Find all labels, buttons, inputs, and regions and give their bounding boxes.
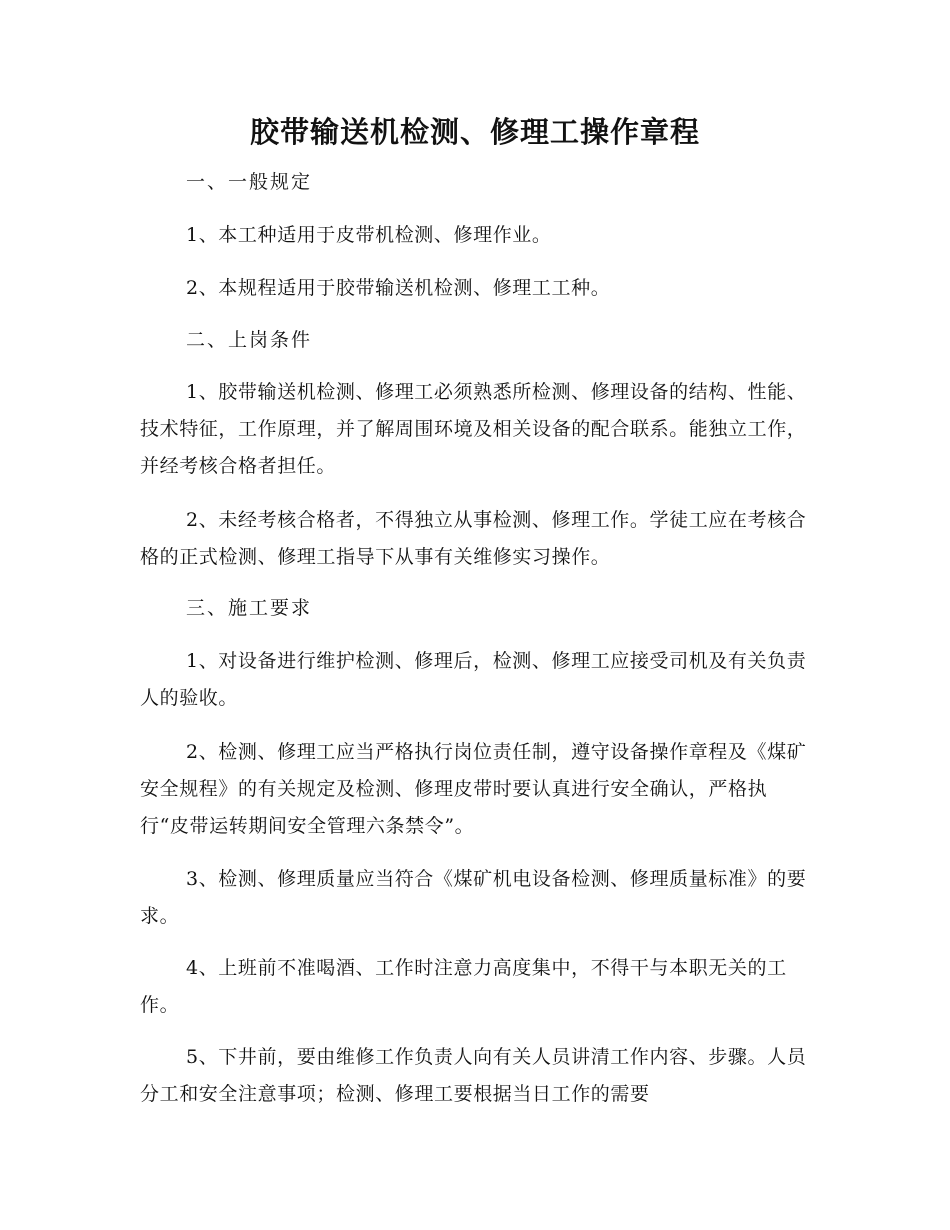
section-heading-qualification: 二、上岗条件 (186, 329, 313, 351)
paragraph: 2、检测、修理工应当严格执行岗位责任制，遵守设备操作章程及《煤矿安全规程》的有关规定及检测、修理皮带时要认真进行安全确认，严格执行“皮带运转期间安全管理六条禁令”。 (140, 741, 807, 837)
paragraph: 2、本规程适用于胶带输送机检测、修理工工种。 (186, 277, 611, 299)
paragraph: 5、下井前，要由维修工作负责人向有关人员讲清工作内容、步骤。人员分工和安全注意事项；检测、修理工要根据当日工作的需要 (140, 1046, 807, 1105)
paragraph: 2、未经考核合格者，不得独立从事检测、修理工作。学徒工应在考核合格的正式检测、修理工指导下从事有关维修实习操作。 (140, 509, 807, 568)
section-heading-requirements: 三、施工要求 (186, 597, 313, 619)
document-title: 胶带输送机检测、修理工操作章程 (249, 115, 700, 149)
paragraph: 1、胶带输送机检测、修理工必须熟悉所检测、修理设备的结构、性能、技术特征，工作原理，并了解周围环境及相关设备的配合联系。能独立工作，并经考核合格者担任。 (140, 381, 807, 477)
paragraph: 3、检测、修理质量应当符合《煤矿机电设备检测、修理质量标准》的要求。 (140, 868, 807, 927)
paragraph: 4、上班前不准喝酒、工作时注意力高度集中，不得干与本职无关的工作。 (140, 957, 787, 1016)
section-heading-general: 一、一般规定 (186, 171, 313, 193)
paragraph: 1、对设备进行维护检测、修理后，检测、修理工应接受司机及有关负责人的验收。 (140, 650, 807, 709)
paragraph: 1、本工种适用于皮带机检测、修理作业。 (186, 224, 552, 246)
